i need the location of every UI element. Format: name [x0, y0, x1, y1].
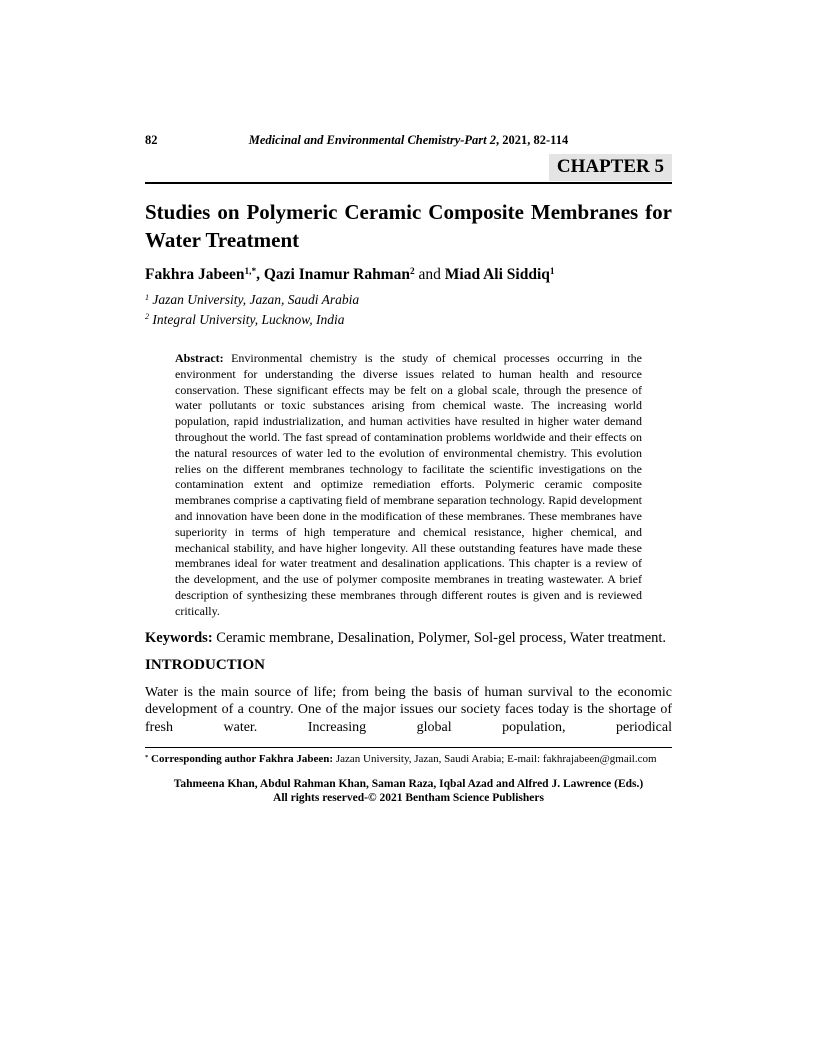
- keywords-label: Keywords:: [145, 629, 213, 646]
- author-superscript: 1,*: [244, 267, 257, 278]
- footnote-marker: *: [145, 753, 149, 761]
- chapter-badge: CHAPTER 5: [549, 154, 672, 181]
- page-content: [145, 0, 672, 805]
- keywords-text: Ceramic membrane, Desalination, Polymer, Sol-gel process, Water treatment.: [216, 629, 667, 646]
- author: [145, 266, 256, 283]
- corresponding-author-footnote: [145, 752, 672, 766]
- journal-title-rest: , 2021, 82-114: [496, 133, 569, 147]
- header-rule: [145, 182, 672, 184]
- keywords: [145, 629, 672, 648]
- affiliation: [145, 310, 672, 330]
- author-superscript: 1: [549, 267, 555, 278]
- affiliation: [145, 290, 672, 310]
- affiliations: [145, 290, 672, 329]
- editors-line: Tahmeena Khan, Abdul Rahman Khan, Saman Raza, Iqbal Azad and Alfred J. Lawrence (Eds.): [173, 778, 644, 791]
- footnote-label: Corresponding author Fakhra Jabeen:: [151, 753, 334, 766]
- abstract: [175, 351, 642, 620]
- journal-title-italic: Medicinal and Environmental Chemistry-Part 2: [248, 133, 496, 147]
- abstract-text: Environmental chemistry is the study of chemical processes occurring in the environment for understanding the diverse issues related to human health and resource conservation. These significant effects may be felt on a global scale, through the presence of water pollutants or toxic substances arising from chemical waste. The increasing world population, rapid industrialization, and human activities have resulted in higher water demand throughout the world. The fast spread of contamination problems worldwide and their effects on the natural resources of water led to the evolution of environmental chemistry. This evolution relies on the different membranes technology to facilitate the scientific investigations on the contamination extent and optimize remediation efforts. Polymeric ceramic composite membranes comprise a captivating field of membrane separation technology. Rapid development and innovation have been done in the modification of these membranes. These membranes have superiority in terms of high temperature and chemical resistance, higher chemical, and mechanical stability, and have higher longevity. All these outstanding features have made these membranes ideal for water treatment and desalination applications. This chapter is a review of the development, and the use of polymer composite membranes in treating wastewater. A brief description of synthesizing these membranes through different routes is given and is reviewed critically.: [175, 351, 643, 618]
- authors-separator: ,: [256, 266, 264, 283]
- footnote-rule: [145, 747, 672, 748]
- page-number: 82: [145, 133, 158, 147]
- introduction-paragraph: Water is the main source of life; from being the basis of human survival to the economic development of a country. One of the major issues our society faces today is the shortage of fresh water. Increasing global population, periodical: [145, 684, 672, 735]
- author-name: Fakhra Jabeen: [145, 266, 245, 283]
- running-header: [145, 133, 672, 148]
- journal-title: [145, 133, 672, 148]
- affiliation-text: Integral University, Lucknow, India: [152, 311, 345, 327]
- author: [264, 266, 415, 283]
- affiliation-marker: 1: [145, 292, 150, 302]
- affiliation-text: Jazan University, Jazan, Saudi Arabia: [152, 292, 360, 307]
- affiliation-marker: 2: [145, 312, 150, 322]
- chapter-row: [145, 154, 672, 181]
- author-name: Qazi Inamur Rahman: [263, 266, 410, 283]
- authors-line: [145, 266, 672, 284]
- section-heading-introduction: INTRODUCTION: [145, 656, 266, 673]
- abstract-label: Abstract:: [175, 351, 224, 365]
- copyright-line: All rights reserved-© 2021 Bentham Science Publishers: [273, 792, 544, 805]
- author-superscript: 2: [409, 267, 415, 278]
- footnote-text: Jazan University, Jazan, Saudi Arabia; E-mail: fakhrajabeen@gmail.com: [335, 753, 657, 766]
- authors-conjunction: and: [414, 266, 445, 283]
- author-name: Miad Ali Siddiq: [444, 266, 550, 283]
- author: [445, 266, 555, 283]
- page-title: Studies on Polymeric Ceramic Composite Membranes for Water Treatment: [145, 200, 672, 252]
- publisher-footer: [145, 777, 672, 805]
